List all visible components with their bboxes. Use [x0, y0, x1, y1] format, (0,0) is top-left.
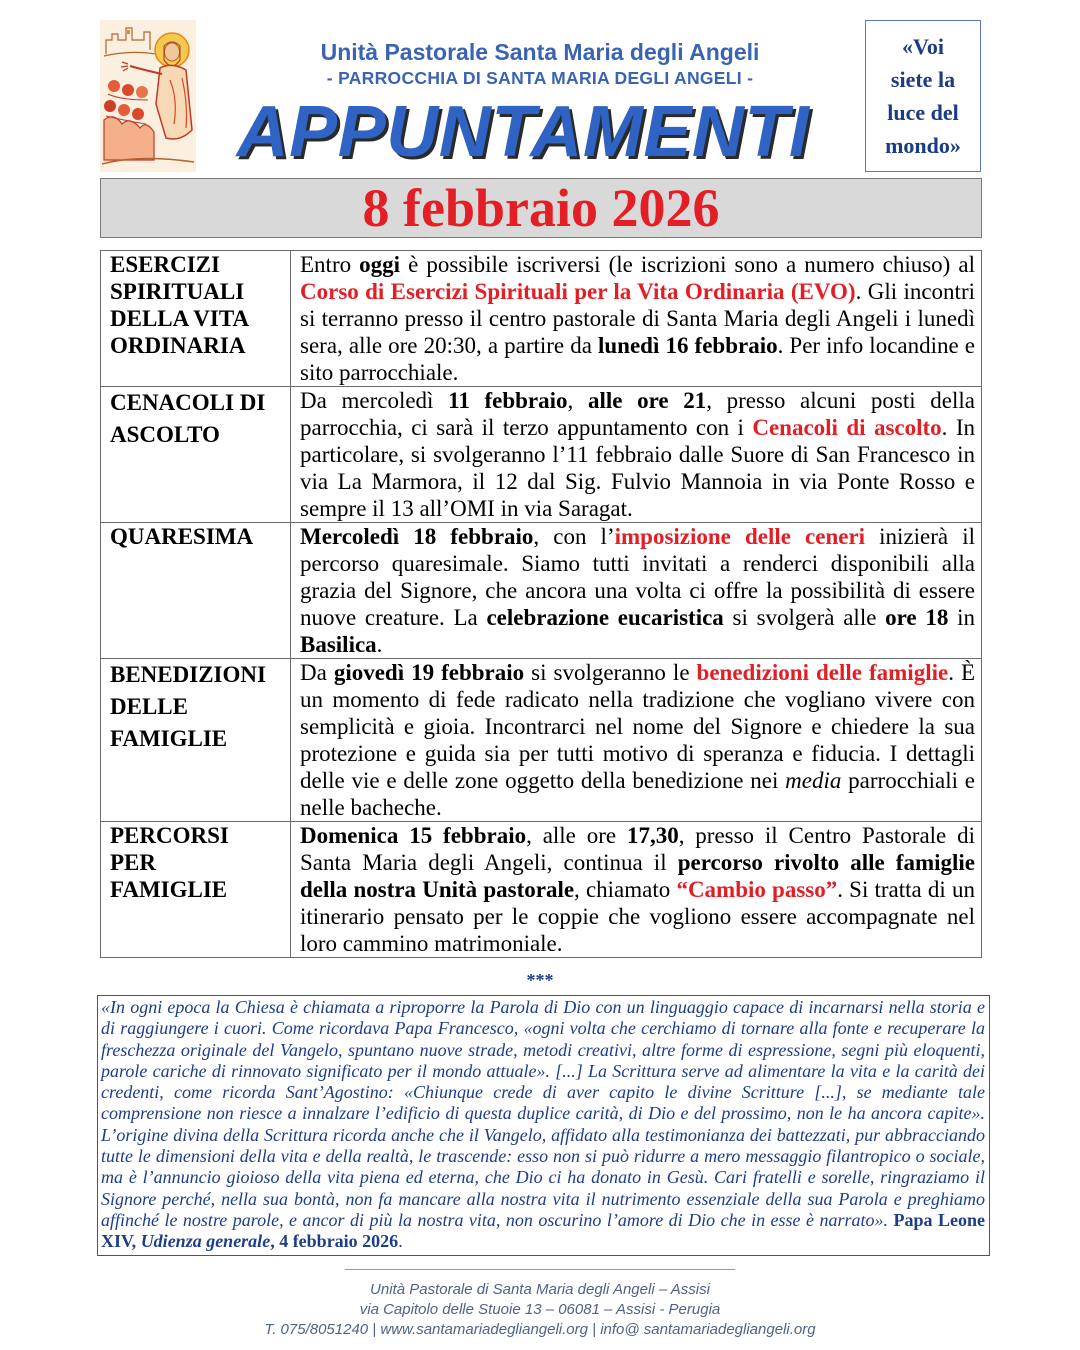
text-run: parrocchiali e nelle bacheche. — [300, 768, 975, 820]
text-run: Da — [300, 660, 334, 685]
date-banner — [100, 178, 982, 238]
text-run: , — [567, 388, 588, 413]
bold-text: lunedì 16 febbraio — [598, 333, 778, 358]
bold-text: alle ore 21 — [587, 388, 707, 413]
text-run: Entro — [300, 252, 360, 277]
highlighted-text: Cenacoli di ascolto — [752, 415, 942, 440]
motto-line: «Voi — [902, 34, 944, 59]
agenda-row — [101, 821, 981, 957]
highlighted-text: Corso di Esercizi Spirituali per la Vita Ordinaria (EVO) — [300, 279, 856, 304]
agenda-row-description — [291, 822, 981, 957]
text-run: . Si tratta di un itinerario pensato per le coppie che vogliono essere accompagnate nel loro cammino matrimoniale. — [300, 877, 975, 956]
motto-box — [865, 20, 981, 172]
agenda-row-label — [101, 251, 291, 386]
text-run: , con l’ — [533, 524, 615, 549]
bold-text: 11 febbraio — [448, 388, 568, 413]
agenda-row-description — [291, 523, 981, 658]
label-line: BENEDIZIONI — [110, 662, 266, 687]
motto-line: siete la — [890, 67, 956, 92]
agenda-row — [101, 386, 981, 522]
text-run: è possibile iscriversi (le iscrizioni sono a numero chiuso) al — [400, 252, 975, 277]
text-run: , presso alcuni posti della parrocchia, ci sarà il terzo appuntamento con i — [300, 388, 975, 440]
label-line: ORDINARIA — [110, 333, 246, 358]
bold-text: oggi — [359, 252, 401, 277]
agenda-row-description — [291, 659, 981, 821]
quote-box — [97, 995, 990, 1256]
text-run: . Per info locandine e sito parrocchiale. — [300, 333, 975, 385]
footer-contacts: T. 075/8051240 | www.santamariadegliangeli.org | info@ santamariadegliangeli.org — [264, 1321, 816, 1338]
text-run: . — [376, 632, 383, 657]
highlighted-text: benedizioni delle famiglie — [696, 660, 949, 685]
agenda-table — [100, 250, 982, 958]
label-line: DELLA VITA — [110, 306, 250, 331]
bold-text: giovedì 19 febbraio — [333, 660, 525, 685]
label-line: PER — [110, 850, 156, 875]
label-line: QUARESIMA — [110, 524, 254, 549]
text-run: . È un momento di fede radicato nella tradizione che vogliano vivere con semplicità e gioia. Incontrarci nel nome del Signore e chiedere la sua protezione e guida sia per tutti motivo di speranza e fiducia. I dettagli delle vie e delle zone oggetto della benedizione nei — [300, 660, 975, 793]
label-line: CENACOLI DI — [110, 390, 266, 415]
text-run: in — [948, 605, 975, 630]
pastoral-unit-title: Unità Pastorale Santa Maria degli Angeli — [320, 39, 760, 65]
bold-text: Basilica — [300, 632, 377, 657]
agenda-row-label — [101, 387, 291, 522]
quote-attribution: . — [398, 1231, 403, 1252]
bold-text: ore 18 — [885, 605, 949, 630]
motto-line: mondo» — [885, 133, 961, 158]
agenda-row — [101, 251, 981, 386]
bulletin-title: APPUNTAMENTI — [236, 92, 810, 172]
bold-text: Mercoledì 18 febbraio — [300, 524, 534, 549]
bold-text: 17,30 — [626, 823, 679, 848]
label-line: ASCOLTO — [110, 422, 220, 447]
motto-line: luce del — [887, 100, 959, 125]
quote-attribution: Udienza generale — [140, 1231, 271, 1252]
agenda-row-label — [101, 523, 291, 658]
label-line: PERCORSI — [110, 823, 229, 848]
agenda-row-label — [101, 822, 291, 957]
footer-rule — [345, 1269, 735, 1270]
text-run: . In particolare, si svolgeranno l’11 febbraio dalle Suore di San Francesco in via La Marmora, il 12 dal Sig. Fulvio Mannoia in via Ponte Rosso e sempre il 13 all’OMI in via Saragat. — [300, 415, 975, 521]
label-line: ESERCIZI — [110, 252, 220, 277]
italic-text: media — [785, 768, 842, 793]
bold-text: celebrazione eucaristica — [486, 605, 724, 630]
footer-address-street: via Capitolo delle Stuoie 13 – 06081 – Assisi - Perugia — [359, 1301, 721, 1318]
quote-text: «In ogni epoca la Chiesa è chiamata a riproporre la Parola di Dio con un linguaggio capace di incarnarsi nella storia e di raggiungere i cuori. Come ricordava Papa Francesco, «ogni volta che cerchiamo di tornare alla fonte e recuperare la freschezza originale del Vangelo, spuntano nuove strade, metodi creativi, altre forme di espressione, segni più eloquenti, parole cariche di rinnovato significato per il mondo attuale». [...] La Scrittura serve ad alimentare la vita e la carità dei credenti, come ricorda Sant’Agostino: «Chiunque crede di aver capito le divine Scritture [...], se mediante tale comprensione non riesce a innalzare l’edificio di questa duplice carità, di Dio e del prossimo, non le ha ancora capite». L’origine divina della Scrittura ricorda anche che il Vangelo, affidato alla testimonianza dei battezzati, pur abbracciando tutte le dimensioni della vita e della realtà, le trascende: esso non si può ridurre a mero messaggio filantropico o sociale, ma è l’annuncio gioioso della vita piena ed eterna, che Dio ci ha donato in Gesù. Cari fratelli e sorelle, ringraziamo il Signore perché, nella sua bontà, non fa mancare alla nostra vita il nutrimento essenziale della sua Parola e preghiamo affinché le nostre parole, e ancor di più la nostra vita, non oscurino l’amore di Dio che in esse è narrato». — [101, 997, 985, 1230]
bulletin-date: 8 febbraio 2026 — [362, 178, 720, 238]
text-run: , presso il Centro Pastorale di Santa Maria degli Angeli, continua il — [300, 823, 975, 875]
text-run: , alle ore — [526, 823, 627, 848]
text-run: . Gli incontri si terranno presso il centro pastorale di Santa Maria degli Angeli i lunedì sera, alle ore 20:30, a partire da — [300, 279, 975, 358]
quote-attribution: , 4 febbraio 2026 — [270, 1231, 399, 1252]
label-line: DELLE — [110, 694, 188, 719]
parish-subtitle: - PARROCCHIA DI SANTA MARIA DEGLI ANGELI - — [326, 68, 754, 88]
highlighted-text: “Cambio passo” — [676, 877, 838, 902]
agenda-row-description — [291, 251, 981, 386]
highlighted-text: imposizione delle ceneri — [614, 524, 866, 549]
bold-text: percorso rivolto alle famiglie della nostra Unità pastorale — [300, 850, 975, 902]
label-line: FAMIGLIE — [110, 726, 228, 751]
agenda-row — [101, 522, 981, 658]
section-separator: *** — [526, 970, 554, 990]
text-run: inizierà il percorso quaresimale. Siamo tutti invitati a renderci disponibili alla grazia del Signore, che ancora una volta ci offre la possibilità di essere nuove creature. La — [300, 524, 975, 630]
footer — [0, 1280, 1080, 1340]
bold-text: Domenica 15 febbraio — [300, 823, 527, 848]
text-run: si svolgerà alle — [723, 605, 886, 630]
agenda-row — [101, 658, 981, 821]
text-run: , chiamato — [574, 877, 677, 902]
footer-address-name: Unità Pastorale di Santa Maria degli Angeli – Assisi — [370, 1281, 710, 1298]
agenda-row-label — [101, 659, 291, 821]
label-line: FAMIGLIE — [110, 877, 228, 902]
quote-attribution: Papa Leone XIV, — [101, 1209, 985, 1252]
text-run: Da mercoledì — [300, 388, 449, 413]
text-run: si svolgeranno le — [524, 660, 697, 685]
agenda-row-description — [291, 387, 981, 522]
label-line: SPIRITUALI — [110, 279, 245, 304]
